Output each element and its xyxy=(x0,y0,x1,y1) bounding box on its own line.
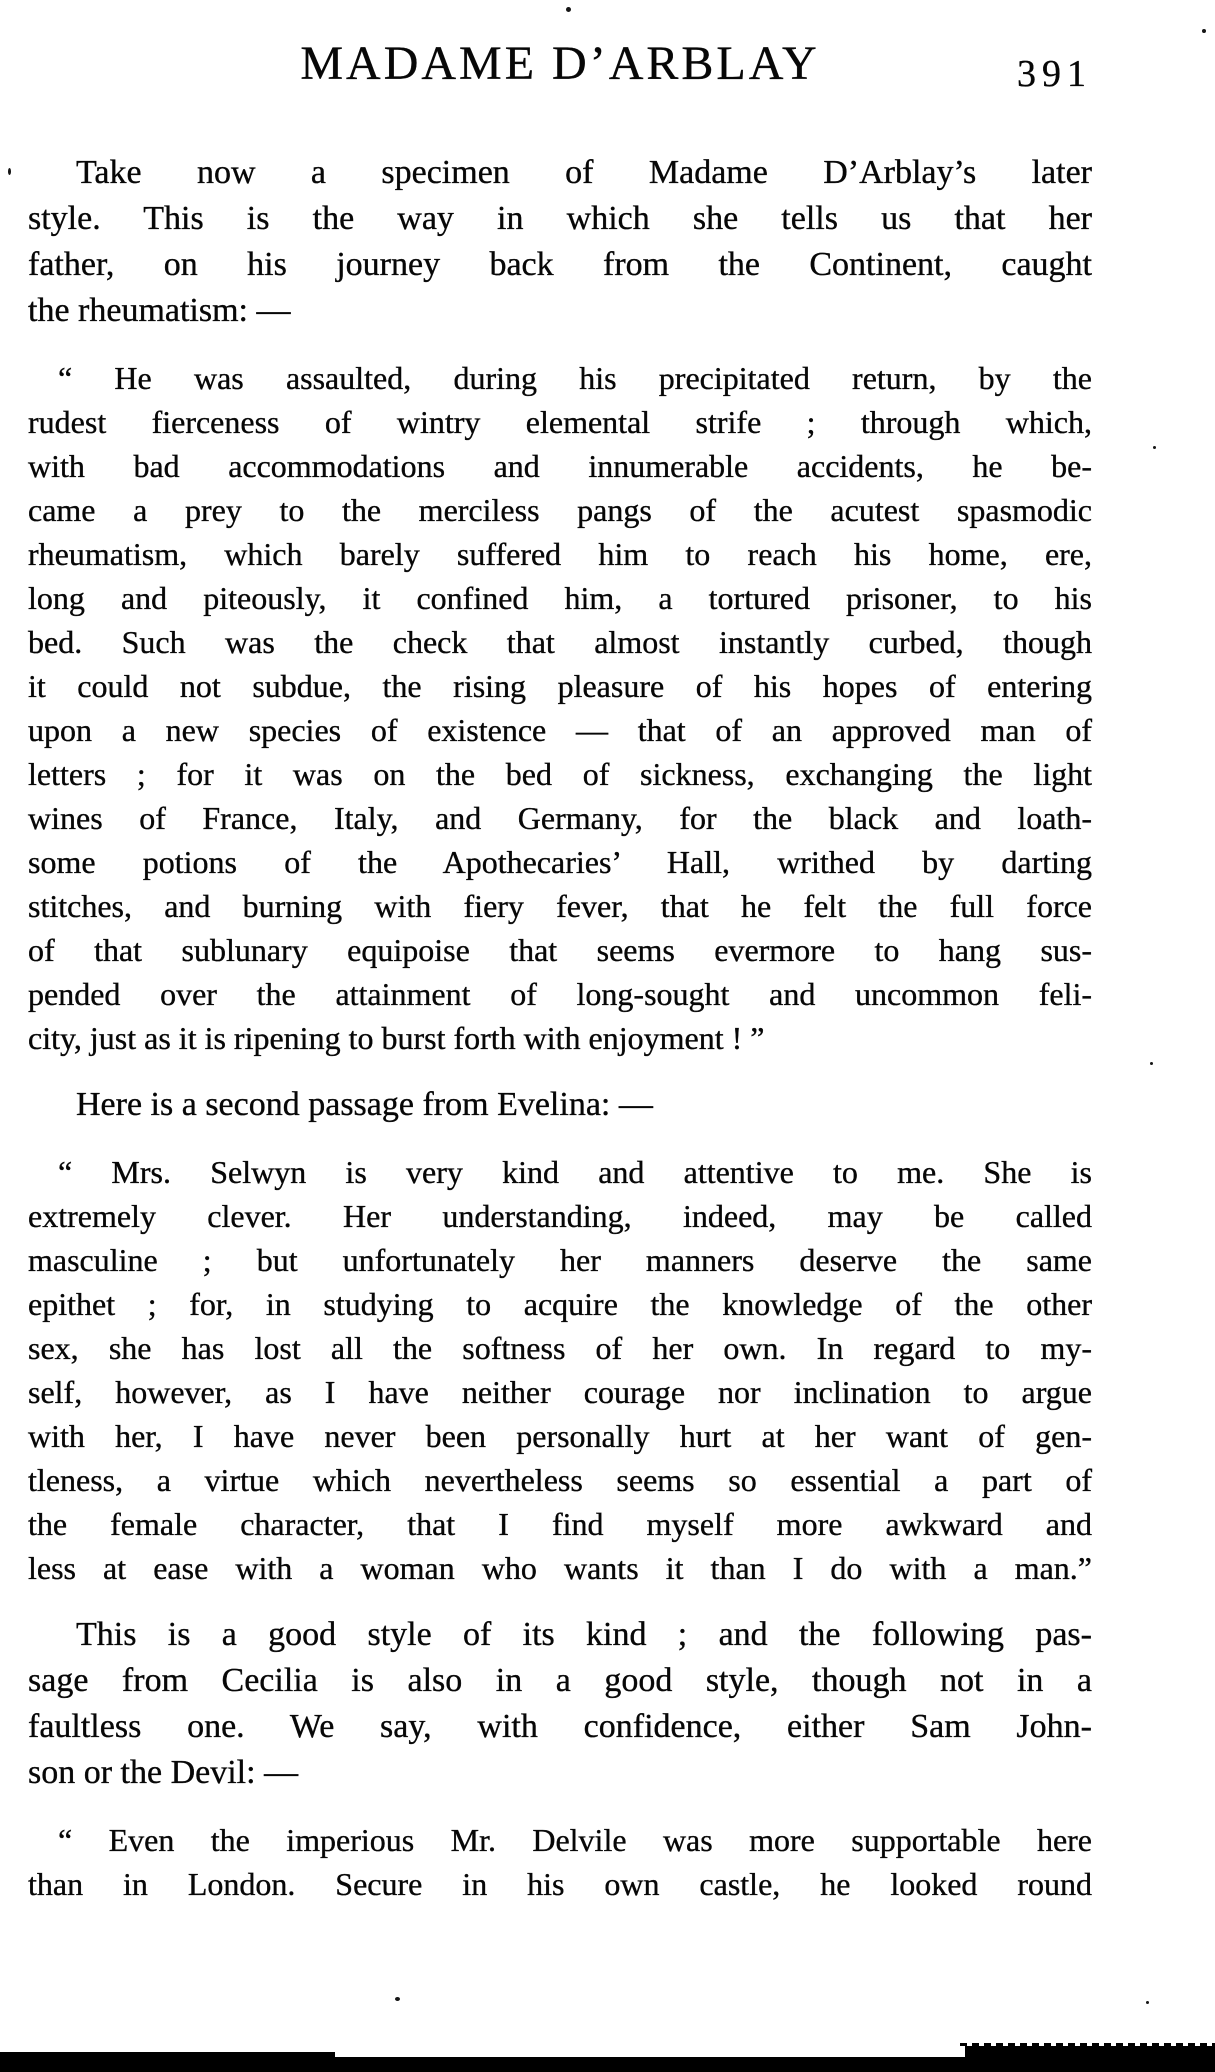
text-line: upon a new species of existence — that of an approved man of xyxy=(28,712,1092,748)
text-line: wines of France, Italy, and Germany, for the black and loath- xyxy=(28,800,1092,836)
text-line: bed. Such was the check that almost instantly curbed, though xyxy=(28,624,1092,660)
text-line: the female character, that I find myself more awkward and xyxy=(28,1506,1092,1542)
scan-edge-speckle xyxy=(960,2043,1215,2046)
scan-speck xyxy=(1146,2001,1149,2004)
text-line: Here is a second passage from Evelina: — xyxy=(76,1086,653,1123)
text-line: father, on his journey back from the Continent, caught xyxy=(28,246,1092,283)
text-line: less at ease with a woman who wants it than I do with a man.” xyxy=(28,1550,1092,1586)
text-line: the rheumatism: — xyxy=(28,292,291,329)
text-line: rheumatism, which barely suffered him to reach his home, ere, xyxy=(28,536,1092,572)
text-line: extremely clever. Her understanding, indeed, may be called xyxy=(28,1198,1092,1234)
text-line: faultless one. We say, with confidence, either Sam John- xyxy=(28,1708,1092,1745)
scan-speck xyxy=(566,7,571,12)
page-header xyxy=(28,36,1092,106)
text-line: some potions of the Apothecaries’ Hall, writhed by darting xyxy=(28,844,1092,880)
text-line: This is a good style of its kind ; and the following pas- xyxy=(76,1616,1092,1653)
text-line: long and piteously, it confined him, a tortured prisoner, to his xyxy=(28,580,1092,616)
quoted-extract xyxy=(28,356,1092,1060)
scan-edge-bar xyxy=(965,2046,1215,2072)
text-line: “ Even the imperious Mr. Delvile was more supportable here xyxy=(58,1822,1092,1858)
scan-speck xyxy=(1150,1062,1153,1065)
paragraph xyxy=(28,1082,1092,1128)
text-line: of that sublunary equipoise that seems evermore to hang sus- xyxy=(28,932,1092,968)
text-line: with her, I have never been personally hurt at her want of gen- xyxy=(28,1418,1092,1454)
text-line: “ Mrs. Selwyn is very kind and attentive to me. She is xyxy=(58,1154,1092,1190)
text-line: sex, she has lost all the softness of her own. In regard to my- xyxy=(28,1330,1092,1366)
scan-speck xyxy=(1202,29,1206,33)
running-head-title: MADAME D’ARBLAY xyxy=(300,37,820,90)
text-line: epithet ; for, in studying to acquire the knowledge of the other xyxy=(28,1286,1092,1322)
text-line: son or the Devil: — xyxy=(28,1754,299,1791)
text-line: sage from Cecilia is also in a good style, though not in a xyxy=(28,1662,1092,1699)
paragraph xyxy=(28,150,1092,334)
scan-speck xyxy=(1153,446,1156,449)
text-line: stitches, and burning with fiery fever, that he felt the full force xyxy=(28,888,1092,924)
scan-edge-bar xyxy=(0,2052,335,2072)
text-line: came a prey to the merciless pangs of the acutest spasmodic xyxy=(28,492,1092,528)
text-line: letters ; for it was on the bed of sickness, exchanging the light xyxy=(28,756,1092,792)
text-line: than in London. Secure in his own castle, he looked round xyxy=(28,1866,1092,1902)
page-text xyxy=(28,150,1092,1906)
text-line: rudest fierceness of wintry elemental strife ; through which, xyxy=(28,404,1092,440)
text-line: Take now a specimen of Madame D’Arblay’s later xyxy=(76,154,1092,191)
paragraph xyxy=(28,1612,1092,1796)
text-line: masculine ; but unfortunately her manners deserve the same xyxy=(28,1242,1092,1278)
text-line: city, just as it is ripening to burst forth with enjoyment ! ” xyxy=(28,1020,765,1056)
scan-speck xyxy=(395,1997,400,2001)
text-line: pended over the attainment of long-sought and uncommon feli- xyxy=(28,976,1092,1012)
text-line: style. This is the way in which she tells us that her xyxy=(28,200,1092,237)
quoted-extract xyxy=(28,1150,1092,1590)
text-line: with bad accommodations and innumerable accidents, he be- xyxy=(28,448,1092,484)
text-line: it could not subdue, the rising pleasure of his hopes of entering xyxy=(28,668,1092,704)
scan-speck xyxy=(8,168,11,175)
quoted-extract xyxy=(28,1818,1092,1906)
page-number: 391 xyxy=(1017,53,1092,95)
text-line: tleness, a virtue which nevertheless seems so essential a part of xyxy=(28,1462,1092,1498)
text-line: “ He was assaulted, during his precipitated return, by the xyxy=(58,360,1092,396)
text-line: self, however, as I have neither courage nor inclination to argue xyxy=(28,1374,1092,1410)
